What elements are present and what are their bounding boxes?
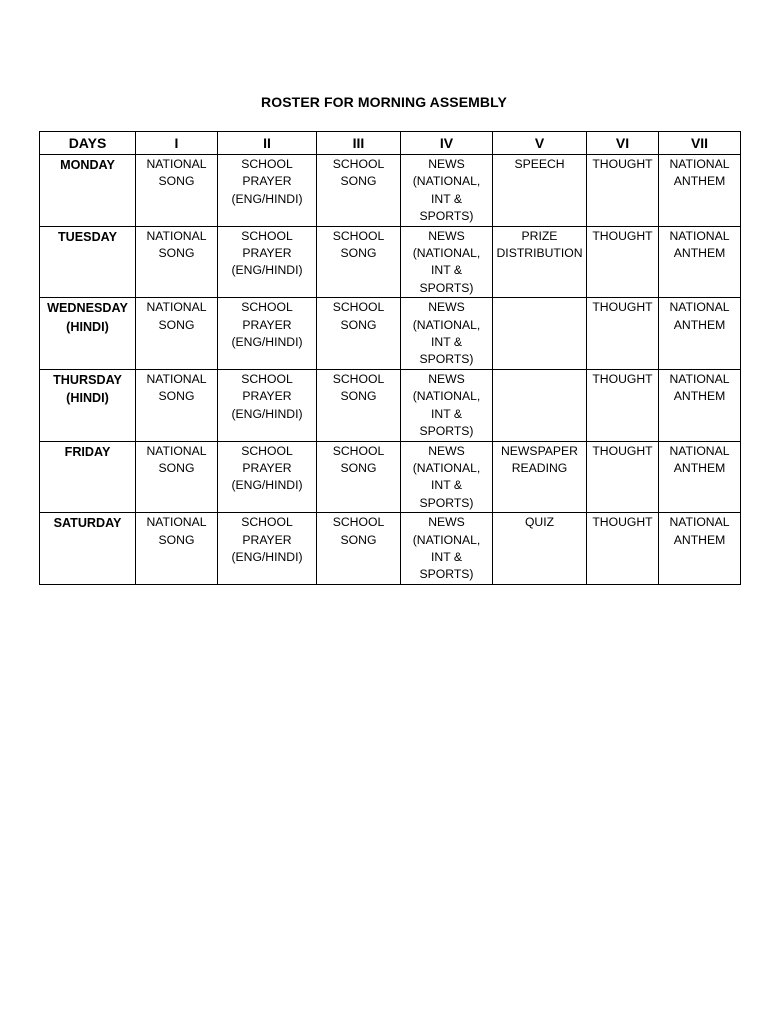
column-header: II bbox=[218, 132, 317, 155]
day-cell: WEDNESDAY (HINDI) bbox=[40, 298, 136, 370]
table-cell: SCHOOL PRAYER (ENG/HINDI) bbox=[218, 226, 317, 298]
day-cell: SATURDAY bbox=[40, 513, 136, 585]
table-row bbox=[40, 441, 741, 513]
table-cell: SCHOOL PRAYER (ENG/HINDI) bbox=[218, 155, 317, 227]
table-cell: SCHOOL PRAYER (ENG/HINDI) bbox=[218, 513, 317, 585]
table-cell: THOUGHT bbox=[587, 441, 659, 513]
table-cell: NATIONAL SONG bbox=[136, 226, 218, 298]
table-cell: SPEECH bbox=[493, 155, 587, 227]
table-cell: THOUGHT bbox=[587, 513, 659, 585]
table-cell: NATIONAL ANTHEM bbox=[659, 226, 741, 298]
table-cell: SCHOOL PRAYER (ENG/HINDI) bbox=[218, 369, 317, 441]
column-header: V bbox=[493, 132, 587, 155]
column-header: VI bbox=[587, 132, 659, 155]
table-cell: NATIONAL SONG bbox=[136, 298, 218, 370]
table-cell: THOUGHT bbox=[587, 226, 659, 298]
table-cell: SCHOOL SONG bbox=[317, 513, 401, 585]
table-cell: SCHOOL SONG bbox=[317, 441, 401, 513]
table-cell: NATIONAL ANTHEM bbox=[659, 369, 741, 441]
table-row bbox=[40, 226, 741, 298]
day-cell: TUESDAY bbox=[40, 226, 136, 298]
table-cell: PRIZE DISTRIBUTION bbox=[493, 226, 587, 298]
day-cell: THURSDAY (HINDI) bbox=[40, 369, 136, 441]
table-cell: THOUGHT bbox=[587, 369, 659, 441]
page-title: ROSTER FOR MORNING ASSEMBLY bbox=[261, 94, 507, 110]
table-cell: NATIONAL SONG bbox=[136, 155, 218, 227]
table-cell: SCHOOL SONG bbox=[317, 369, 401, 441]
table-cell: NATIONAL ANTHEM bbox=[659, 298, 741, 370]
table-cell: SCHOOL PRAYER (ENG/HINDI) bbox=[218, 298, 317, 370]
table-cell: NEWS (NATIONAL, INT & SPORTS) bbox=[401, 155, 493, 227]
table-cell bbox=[493, 298, 587, 370]
table-cell: NATIONAL ANTHEM bbox=[659, 513, 741, 585]
table-cell: THOUGHT bbox=[587, 298, 659, 370]
roster-table bbox=[39, 131, 741, 585]
column-header: DAYS bbox=[40, 132, 136, 155]
table-cell: NATIONAL ANTHEM bbox=[659, 155, 741, 227]
table-cell: THOUGHT bbox=[587, 155, 659, 227]
table-cell: SCHOOL SONG bbox=[317, 298, 401, 370]
column-header: I bbox=[136, 132, 218, 155]
table-cell: NEWS (NATIONAL, INT & SPORTS) bbox=[401, 226, 493, 298]
column-header: III bbox=[317, 132, 401, 155]
table-cell bbox=[493, 369, 587, 441]
table-cell: NATIONAL SONG bbox=[136, 441, 218, 513]
table-row bbox=[40, 298, 741, 370]
table-cell: SCHOOL PRAYER (ENG/HINDI) bbox=[218, 441, 317, 513]
column-header: IV bbox=[401, 132, 493, 155]
table-row bbox=[40, 513, 741, 585]
table-row bbox=[40, 155, 741, 227]
day-cell: MONDAY bbox=[40, 155, 136, 227]
table-cell: QUIZ bbox=[493, 513, 587, 585]
table-row bbox=[40, 369, 741, 441]
table-cell: NEWS (NATIONAL, INT & SPORTS) bbox=[401, 369, 493, 441]
table-cell: NEWS (NATIONAL, INT & SPORTS) bbox=[401, 298, 493, 370]
table-cell: SCHOOL SONG bbox=[317, 226, 401, 298]
table-cell: NATIONAL SONG bbox=[136, 369, 218, 441]
table-cell: NATIONAL SONG bbox=[136, 513, 218, 585]
table-cell: NEWS (NATIONAL, INT & SPORTS) bbox=[401, 441, 493, 513]
table-cell: NEWSPAPER READING bbox=[493, 441, 587, 513]
table-cell: SCHOOL SONG bbox=[317, 155, 401, 227]
day-cell: FRIDAY bbox=[40, 441, 136, 513]
table-header-row bbox=[40, 132, 741, 155]
table-cell: NATIONAL ANTHEM bbox=[659, 441, 741, 513]
table-cell: NEWS (NATIONAL, INT & SPORTS) bbox=[401, 513, 493, 585]
column-header: VII bbox=[659, 132, 741, 155]
